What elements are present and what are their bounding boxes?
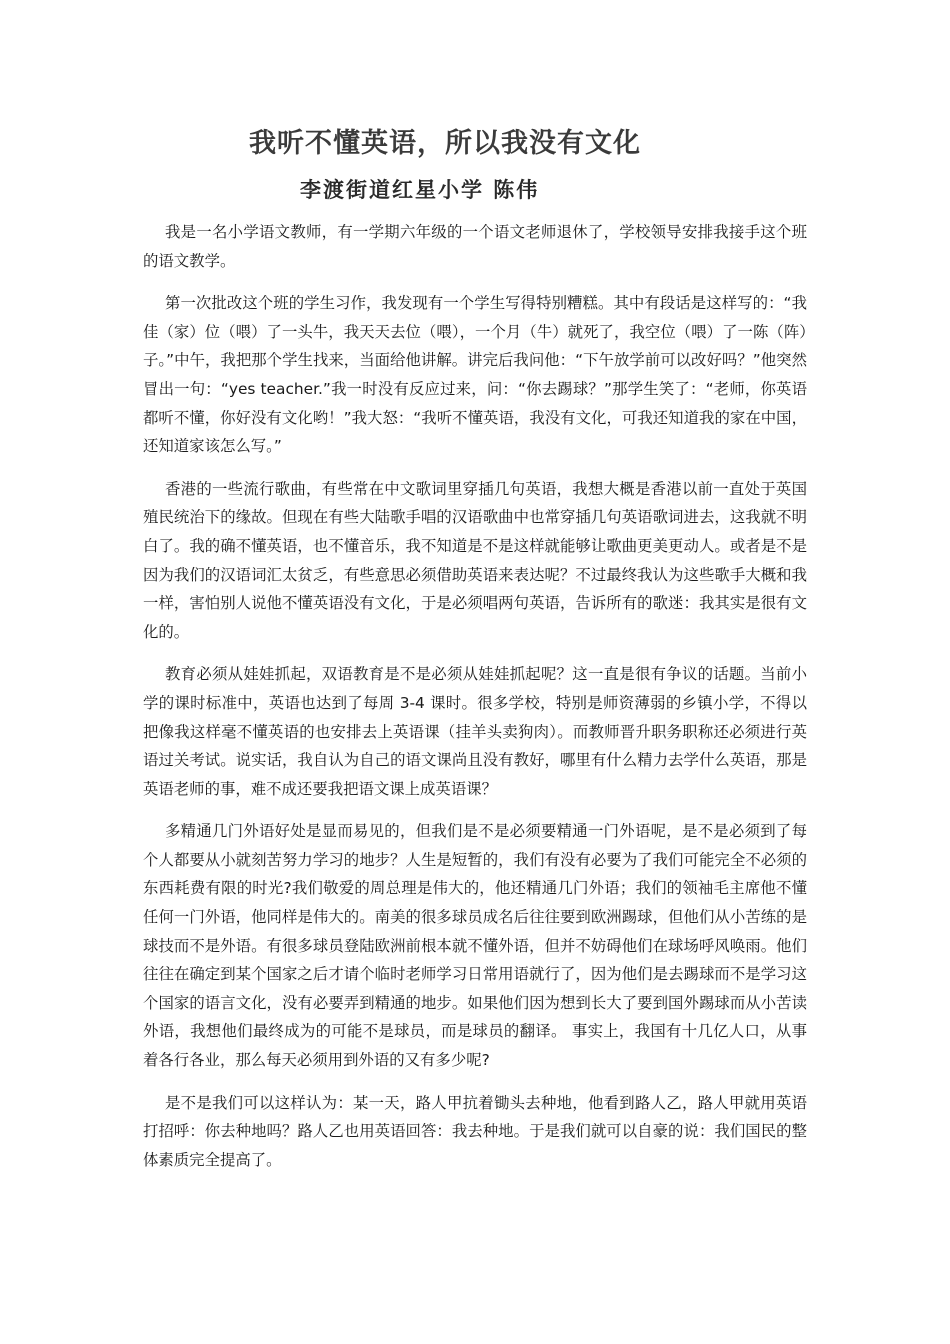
paragraph: 我是一名小学语文教师，有一学期六年级的一个语文老师退休了，学校领导安排我接手这个班的语文教学。 (143, 223, 807, 270)
author-line: 李渡街道红星小学 陈伟 (300, 177, 540, 202)
paragraph: 第一次批改这个班的学生习作，我发现有一个学生写得特别糟糕。其中有段话是这样写的：“我佳（家）位（喂）了一头牛，我天天去位（喂），一个月（牛）就死了，我空位（喂）了一陈（阵）子。”中午，我把那个学生找来，当面给他讲解。讲完后我问他：“下午放学前可以改好吗？”他突然冒出一句：“yes teacher.”我一时没有反应过来，问：“你去踢球？”那学生笑了：“老师，你英语都听不懂，你好没有文化哟！”我大怒：“我听不懂英语，我没有文化，可我还知道我的家在中国，还知道家该怎么写。” (143, 294, 807, 456)
paragraph: 多精通几门外语好处是显而易见的，但我们是不是必须要精通一门外语呢，是不是必须到了每个人都要从小就刻苦努力学习的地步？人生是短暂的，我们有没有必要为了我们可能完全不必须的东西耗费有限的时光?我们敬爱的周总理是伟大的，他还精通几门外语；我们的领袖毛主席他不懂任何一门外语，他同样是伟大的。南美的很多球员成名后往往要到欧洲踢球，但他们从小苦练的是球技而不是外语。有很多球员登陆欧洲前根本就不懂外语，但并不妨碍他们在球场呼风唤雨。他们往往在确定到某个国家之后才请个临时老师学习日常用语就行了，因为他们是去踢球而不是学习这个国家的语言文化，没有必要弄到精通的地步。如果他们因为想到长大了要到国外踢球而从小苦读外语，我想他们最终成为的可能不是球员，而是球员的翻译。 事实上，我国有十几亿人口，从事着各行各业，那么每天必须用到外语的又有多少呢? (143, 822, 807, 1070)
paragraph: 香港的一些流行歌曲，有些常在中文歌词里穿插几句英语，我想大概是香港以前一直处于英国殖民统治下的缘故。但现在有些大陆歌手唱的汉语歌曲中也常穿插几句英语歌词进去，这我就不明白了。我的确不懂英语，也不懂音乐，我不知道是不是这样就能够让歌曲更美更动人。或者是不是因为我们的汉语词汇太贫乏，有些意思必须借助英语来表达呢？不过最终我认为这些歌手大概和我一样，害怕别人说他不懂英语没有文化，于是必须唱两句英语，告诉所有的歌迷：我其实是很有文化的。 (143, 479, 807, 641)
document-body (143, 218, 807, 1188)
paragraph: 教育必须从娃娃抓起，双语教育是不是必须从娃娃抓起呢？这一直是很有争议的话题。当前小学的课时标准中，英语也达到了每周 3-4 课时。很多学校，特别是师资薄弱的乡镇小学，不得以把像我这样毫不懂英语的也安排去上英语课（挂羊头卖狗肉）。而教师晋升职务职称还必须进行英语过关考试。说实话，我自认为自己的语文课尚且没有教好，哪里有什么精力去学什么英语，那是英语老师的事，难不成还要我把语文课上成英语课？ (143, 665, 807, 798)
paragraph: 是不是我们可以这样认为：某一天，路人甲抗着锄头去种地，他看到路人乙，路人甲就用英语打招呼：你去种地吗？路人乙也用英语回答：我去种地。于是我们就可以自豪的说：我们国民的整体素质完全提高了。 (143, 1093, 807, 1169)
document-title: 我听不懂英语，所以我没有文化 (249, 128, 641, 159)
